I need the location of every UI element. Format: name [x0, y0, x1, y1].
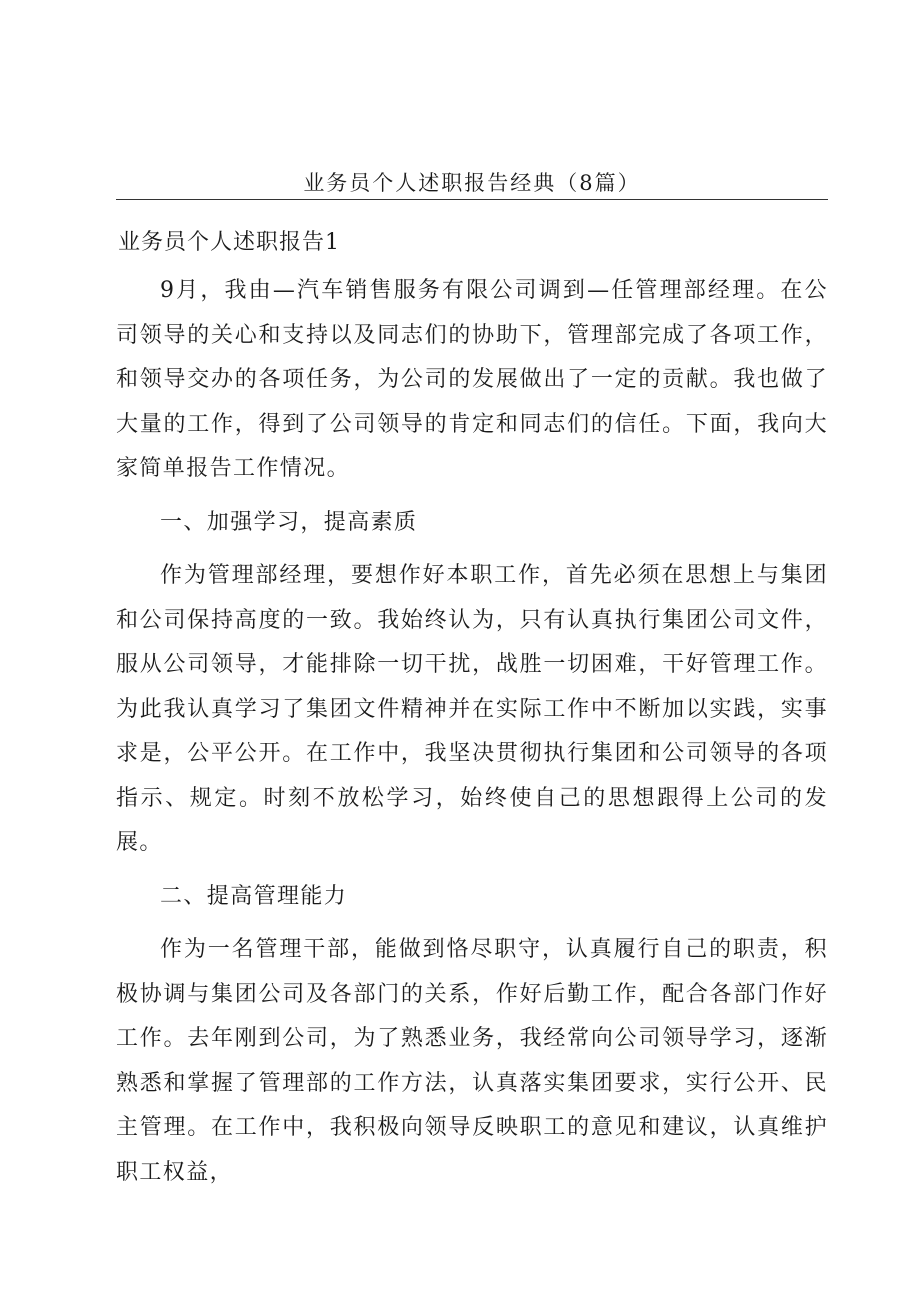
paragraph-management: 作为一名管理干部，能做到恪尽职守，认真履行自己的职责，积极协调与集团公司及各部门的关系，作好后勤工作，配合各部门作好工作。去年刚到公司，为了熟悉业务，我经常向公司领导学习，逐渐熟悉和掌握了管理部的工作方法，认真落实集团要求，实行公开、民主管理。在工作中，我积极向领导反映职工的意见和建议，认真维护职工权益， — [116, 937, 828, 1185]
document-header-title: 业务员个人述职报告经典（8篇） — [303, 171, 641, 195]
section-heading-management: 二、提高管理能力 — [160, 883, 348, 909]
paragraph-intro: 9月，我由—汽车销售服务有限公司调到—任管理部经理。在公司领导的关心和支持以及同志们的协助下，管理部完成了各项工作，和领导交办的各项任务，为公司的发展做出了一定的贡献。我也做了大量的工作，得到了公司领导的肯定和同志们的信任。下面，我向大家简单报告工作情况。 — [116, 278, 828, 481]
paragraph-study: 作为管理部经理，要想作好本职工作，首先必须在思想上与集团和公司保持高度的一致。我始终认为，只有认真执行集团公司文件，服从公司领导，才能排除一切干扰，战胜一切困难，干好管理工作。为此我认真学习了集团文件精神并在实际工作中不断加以实践，实事求是，公平公开。在工作中，我坚决贯彻执行集团和公司领导的各项指示、规定。时刻不放松学习，始终使自己的思想跟得上公司的发展。 — [116, 563, 828, 855]
document-body — [116, 269, 828, 1195]
section-heading-study: 一、加强学习，提高素质 — [160, 509, 418, 535]
report-title: 业务员个人述职报告1 — [118, 230, 340, 255]
header-divider — [116, 199, 828, 200]
